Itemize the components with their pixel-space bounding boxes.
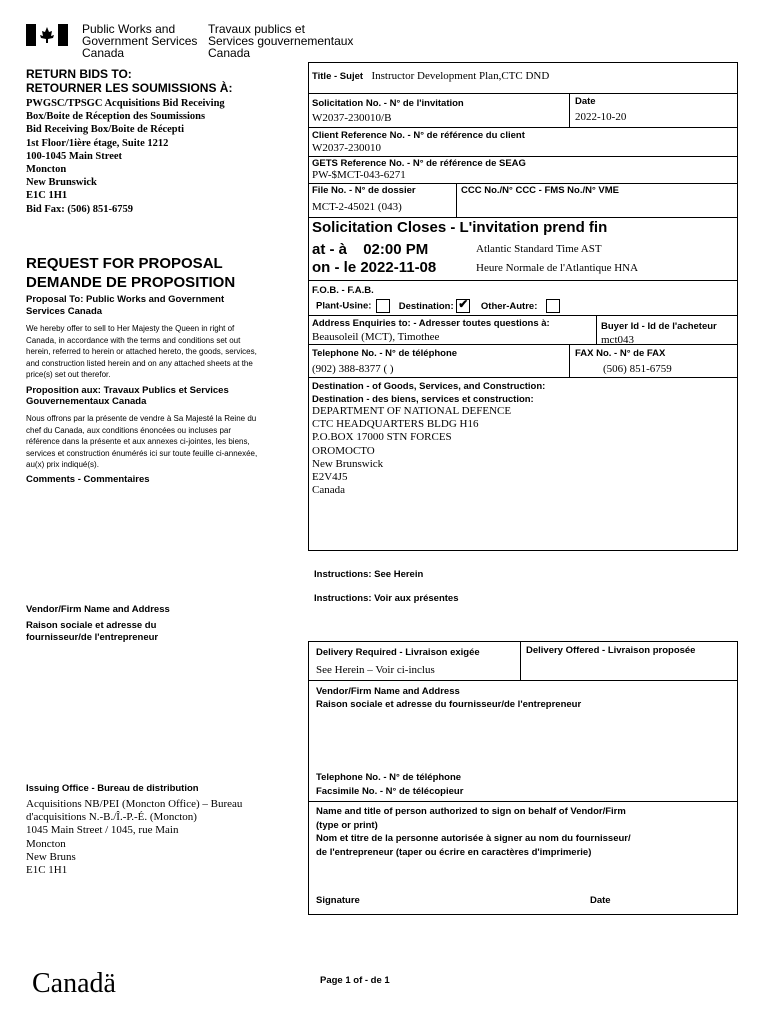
telephone-value: (902) 388-8377 ( ): [312, 363, 394, 375]
page-number: Page 1 of - de 1: [320, 975, 390, 986]
on-label: on - le: [312, 259, 357, 276]
authorized-person-label-3: Nom et titre de la personne autorisée à signer au nom du fournisseur/: [316, 833, 631, 844]
destination-address: [312, 405, 511, 497]
return-bids-line: 1st Floor/1ière étage, Suite 1212: [26, 137, 169, 149]
issuing-office-address: [26, 798, 242, 877]
client-ref-label: Client Reference No. - N° de référence du client: [312, 130, 525, 141]
rfp-title-fr: DEMANDE DE PROPOSITION: [26, 274, 236, 291]
destination-line: OROMOCTO: [312, 444, 375, 457]
destination-line: CTC HEADQUARTERS BLDG H16: [312, 418, 479, 431]
return-bids-line: Box/Boite de Réception des Soumissions: [26, 111, 206, 123]
return-bids-line: New Brunswick: [26, 177, 97, 189]
authorized-person-label-1: Name and title of person authorized to sign on behalf of Vendor/Firm: [316, 806, 626, 817]
delivery-required-label: Delivery Required - Livraison exigée: [316, 647, 480, 658]
issuing-line: E1C 1H1: [26, 864, 68, 877]
canada-wordmark-text: Canadä: [32, 968, 116, 999]
return-bids-title-en: RETURN BIDS TO:: [26, 67, 132, 81]
dept-name-en-1: Public Works and: [82, 22, 176, 36]
destination-line: E2V4J5: [312, 471, 348, 484]
destination-goods-label-fr: Destination - des biens, services et construction:: [312, 394, 534, 405]
dept-name-en-3: Canada: [82, 46, 125, 60]
at-label: at - à: [312, 241, 348, 258]
destination-line: P.O.BOX 17000 STN FORCES: [312, 431, 452, 444]
issuing-line: 1045 Main Street / 1045, rue Main: [26, 824, 179, 837]
issuing-line: d'acquisitions N.-B./Î.-P.-É. (Moncton): [26, 811, 197, 824]
vendor-label-line: Raison sociale et adresse du: [26, 619, 157, 631]
authorized-person-label-2: (type or print): [316, 819, 378, 831]
issuing-office-label: Issuing Office - Bureau de distribution: [26, 783, 199, 794]
issuing-line: New Bruns: [26, 850, 76, 863]
fob-label: F.O.B. - F.A.B.: [312, 285, 374, 296]
buyer-value: mct043: [601, 334, 634, 346]
gets-value: PW-$MCT-043-6271: [312, 169, 406, 181]
on-value: 2022-11-08: [360, 259, 437, 276]
instructions-fr: Instructions: Voir aux présentes: [314, 593, 459, 604]
canada-wordmark: [32, 968, 116, 1000]
comments-label: Comments - Commentaires: [26, 473, 150, 485]
check-mark-icon: ✔: [458, 297, 469, 311]
solicitation-value: W2037-230010/B: [312, 112, 392, 124]
fax-value: (506) 851-6759: [603, 363, 672, 375]
vendor-telephone-label: Telephone No. - N° de téléphone: [316, 772, 462, 783]
fax-label: FAX No. - N° de FAX: [575, 348, 666, 359]
dept-name-fr-3: Canada: [208, 46, 251, 60]
plant-label: Plant-Usine:: [316, 300, 372, 312]
dept-name-fr-1: Travaux publics et: [208, 22, 305, 36]
proposition-label: Proposition aux: Travaux Publics et Services Gouvernementaux Canada: [26, 384, 229, 408]
date-label: Date: [575, 96, 596, 107]
gets-label: GETS Reference No. - N° de référence de SEAG: [312, 158, 526, 169]
other-checkbox[interactable]: [546, 299, 560, 313]
rfp-title-en: REQUEST FOR PROPOSAL: [26, 255, 223, 272]
client-ref-value: W2037-230010: [312, 142, 382, 154]
at-value: 02:00 PM: [363, 241, 429, 258]
proposition-text: Nous offrons par la présente de vendre à Sa Majesté la Reine du chef du Canada, aux conditions énoncées ou incluses par référence dans la présente et aux annexes ci-jointes, les biens, services et construction énumérés ici sur toute feuille ci-annexée, au(x) prix indiqué(s).: [26, 413, 258, 470]
vendor-name-label-fr: Raison sociale et adresse du fournisseur/de l'entrepreneur: [316, 699, 582, 710]
title-label: Title - Sujet: [312, 71, 364, 82]
other-label: Other-Autre:: [480, 300, 538, 312]
instructions-en: Instructions: See Herein: [314, 569, 424, 580]
closes-title: Solicitation Closes - L'invitation prend fin: [312, 219, 608, 236]
vendor-label-line: fournisseur/de l'entrepreneur: [26, 632, 159, 643]
enquiries-label: Address Enquiries to: - Adresser toutes questions à:: [312, 318, 550, 329]
title-value: Instructor Development Plan,CTC DND: [371, 70, 550, 82]
vendor-label-line: Vendor/Firm Name and Address: [26, 604, 170, 615]
signature-label: Signature: [316, 895, 360, 906]
vendor-name-field[interactable]: [316, 714, 731, 766]
vendor-name-label-en: Vendor/Firm Name and Address: [316, 686, 460, 697]
file-value: MCT-2-45021 (043): [312, 201, 402, 213]
solicitation-label: Solicitation No. - N° de l'invitation: [312, 98, 464, 109]
return-bids-line: E1C 1H1: [26, 190, 68, 202]
timezone-en: Atlantic Standard Time AST: [476, 243, 602, 255]
destination-line: Canada: [312, 484, 345, 497]
return-bids-title-fr: RETOURNER LES SOUMISSIONS À:: [26, 81, 233, 95]
return-bids-line: Bid Fax: (506) 851-6759: [26, 203, 134, 215]
proposal-to-label: Proposal To: Public Works and Government Services Canada: [26, 294, 225, 317]
plant-checkbox[interactable]: [376, 299, 390, 313]
proposal-to-text: We hereby offer to sell to Her Majesty the Queen in right of Canada, in accordance with the terms and conditions set out herein, referred to herein or attached hereto, the goods, services, and construction listed herein and on any attached sheets at the price(s) set out therefor.: [26, 324, 257, 380]
delivery-offered-label: Delivery Offered - Livraison proposée: [526, 645, 696, 656]
authorized-person-label-4: de l'entrepreneur (taper ou écrire en caractères d'imprimerie): [316, 846, 592, 858]
enquiries-value: Beausoleil (MCT), Timothee: [312, 331, 440, 343]
destination-label: Destination:: [398, 300, 454, 312]
return-bids-line: 100-1045 Main Street: [26, 150, 123, 162]
issuing-line: Moncton: [26, 837, 66, 850]
destination-line: DEPARTMENT OF NATIONAL DEFENCE: [312, 405, 512, 417]
timezone-fr: Heure Normale de l'Atlantique HNA: [476, 262, 639, 274]
dept-name-fr-2: Services gouvernementaux: [208, 34, 354, 48]
file-label: File No. - N° de dossier: [312, 185, 416, 196]
vendor-fax-label: Facsimile No. - N° de télécopieur: [316, 786, 464, 797]
telephone-label: Telephone No. - N° de téléphone: [312, 348, 458, 359]
dept-name-en-2: Government Services: [82, 34, 198, 48]
delivery-required-value: See Herein – Voir ci-inclus: [316, 664, 435, 676]
ccc-label: CCC No./N° CCC - FMS No./N° VME: [461, 185, 620, 196]
destination-goods-label-en: Destination - of Goods, Services, and Construction:: [312, 381, 546, 392]
canada-flag-icon: [26, 24, 68, 46]
return-bids-line: PWGSC/TPSGC Acquisitions Bid Receiving: [26, 98, 225, 109]
destination-line: New Brunswick: [312, 457, 384, 470]
buyer-label: Buyer Id - Id de l'acheteur: [601, 321, 717, 332]
signature-date-label: Date: [590, 895, 611, 906]
issuing-line: Acquisitions NB/PEI (Moncton Office) – Bureau: [26, 798, 243, 810]
return-bids-address: [26, 97, 225, 216]
authorized-person-field[interactable]: [316, 862, 731, 890]
return-bids-line: Moncton: [26, 164, 67, 176]
destination-checkbox[interactable]: [456, 299, 470, 313]
date-value: 2022-10-20: [575, 111, 627, 123]
return-bids-line: Bid Receiving Box/Boite de Récepti: [26, 124, 185, 136]
